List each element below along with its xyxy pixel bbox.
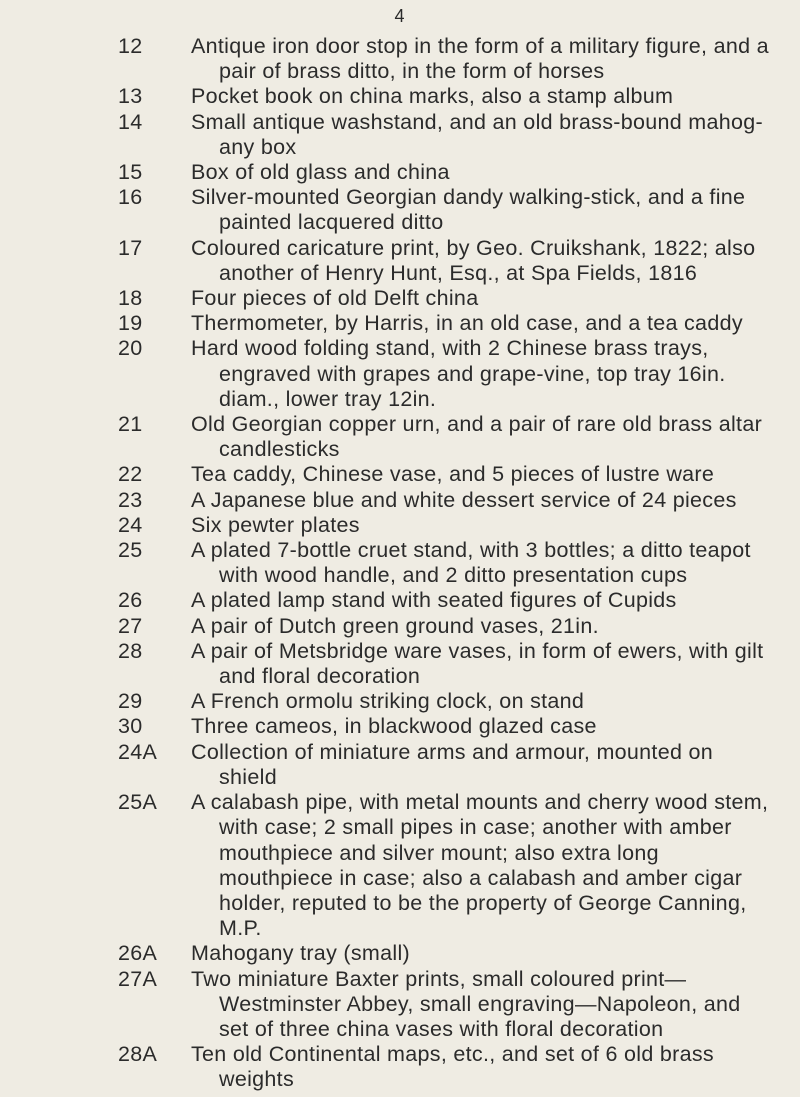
lot-number: 26A [118, 941, 158, 966]
lot-number: 20 [118, 336, 143, 361]
lot-number: 16 [118, 185, 143, 210]
lot-number: 21 [118, 412, 143, 437]
lot-item [0, 639, 800, 689]
lot-item [0, 412, 800, 462]
lot-item [0, 614, 800, 639]
lot-item [0, 790, 800, 941]
lot-description: A Japanese blue and white dessert service of 24 pieces [191, 487, 737, 512]
page-number: 4 [394, 6, 406, 26]
lot-number: 27A [118, 966, 158, 991]
lot-list [0, 34, 800, 1093]
lot-description: Two miniature Baxter prints, small coloured print—Westminster Abbey, small engraving—Napoleon, and set of three china vases with floral decoration [191, 966, 741, 1041]
lot-item [0, 1042, 800, 1092]
lot-description: A French ormolu striking clock, on stand [191, 689, 585, 714]
lot-item [0, 311, 800, 336]
lot-item [0, 110, 800, 160]
lot-item [0, 84, 800, 109]
lot-description: A plated lamp stand with seated figures of Cupids [191, 588, 677, 613]
lot-item [0, 462, 800, 487]
lot-number: 27 [118, 613, 143, 638]
lot-number: 24 [118, 512, 143, 537]
lot-description: A pair of Metsbridge ware vases, in form of ewers, with gilt and floral decoration [191, 638, 764, 689]
lot-description: Six pewter plates [191, 512, 360, 537]
lot-item [0, 286, 800, 311]
lot-description: A calabash pipe, with metal mounts and cherry wood stem, with case; 2 small pipes in case; another with amber mouthpiece and silver mount; also extra long mouthpiece in case; also a calabash and amber cigar holder, reputed to be the property of George Canning, M.P. [191, 790, 769, 941]
lot-number: 28 [118, 638, 143, 663]
lot-description: Old Georgian copper urn, and a pair of rare old brass altar candlesticks [191, 412, 763, 462]
lot-description: Thermometer, by Harris, in an old case, and a tea caddy [191, 311, 743, 336]
lot-number: 24A [118, 739, 158, 764]
lot-item [0, 488, 800, 513]
lot-item [0, 941, 800, 966]
lot-item [0, 714, 800, 739]
lot-description: Box of old glass and china [191, 160, 450, 185]
lot-description: Silver-mounted Georgian dandy walking-stick, and a fine painted lacquered ditto [191, 185, 746, 235]
lot-number: 12 [118, 34, 143, 58]
lot-description: Collection of miniature arms and armour, mounted on shield [191, 739, 713, 789]
lot-number: 23 [118, 487, 143, 512]
lot-item [0, 588, 800, 613]
lot-item [0, 740, 800, 790]
lot-description: Pocket book on china marks, also a stamp album [191, 84, 674, 109]
lot-item [0, 538, 800, 588]
lot-item [0, 513, 800, 538]
lot-item [0, 34, 800, 84]
lot-item [0, 185, 800, 235]
lot-description: Antique iron door stop in the form of a military figure, and a pair of brass ditto, in the form of horses [191, 34, 769, 84]
lot-description: Coloured caricature print, by Geo. Cruikshank, 1822; also another of Henry Hunt, Esq., at Spa Fields, 1816 [191, 235, 756, 285]
lot-description: Small antique washstand, and an old brass-bound mahog-any box [191, 109, 763, 159]
lot-description: A pair of Dutch green ground vases, 21in. [191, 613, 599, 638]
lot-description: A plated 7-bottle cruet stand, with 3 bottles; a ditto teapot with wood handle, and 2 ditto presentation cups [191, 538, 751, 588]
lot-number: 19 [118, 311, 143, 336]
lot-description: Ten old Continental maps, etc., and set of 6 old brass weights [191, 1042, 714, 1092]
lot-description: Three cameos, in blackwood glazed case [191, 714, 597, 739]
lot-item [0, 967, 800, 1043]
lot-item [0, 160, 800, 185]
lot-number: 17 [118, 235, 143, 260]
lot-number: 30 [118, 714, 143, 739]
lot-number: 22 [118, 462, 143, 487]
lot-number: 25A [118, 790, 158, 815]
lot-number: 29 [118, 689, 143, 714]
lot-description: Mahogany tray (small) [191, 941, 410, 966]
lot-number: 15 [118, 160, 143, 185]
lot-item [0, 336, 800, 412]
lot-number: 18 [118, 286, 143, 311]
lot-description: Four pieces of old Delft china [191, 286, 479, 311]
lot-number: 14 [118, 109, 143, 134]
lot-description: Hard wood folding stand, with 2 Chinese brass trays, engraved with grapes and grape-vine, top tray 16in. diam., lower tray 12in. [191, 336, 726, 411]
lot-number: 25 [118, 538, 143, 563]
lot-description: Tea caddy, Chinese vase, and 5 pieces of lustre ware [191, 462, 715, 487]
lot-item [0, 236, 800, 286]
lot-number: 13 [118, 84, 143, 109]
lot-number: 26 [118, 588, 143, 613]
lot-item [0, 689, 800, 714]
lot-number: 28A [118, 1042, 158, 1067]
